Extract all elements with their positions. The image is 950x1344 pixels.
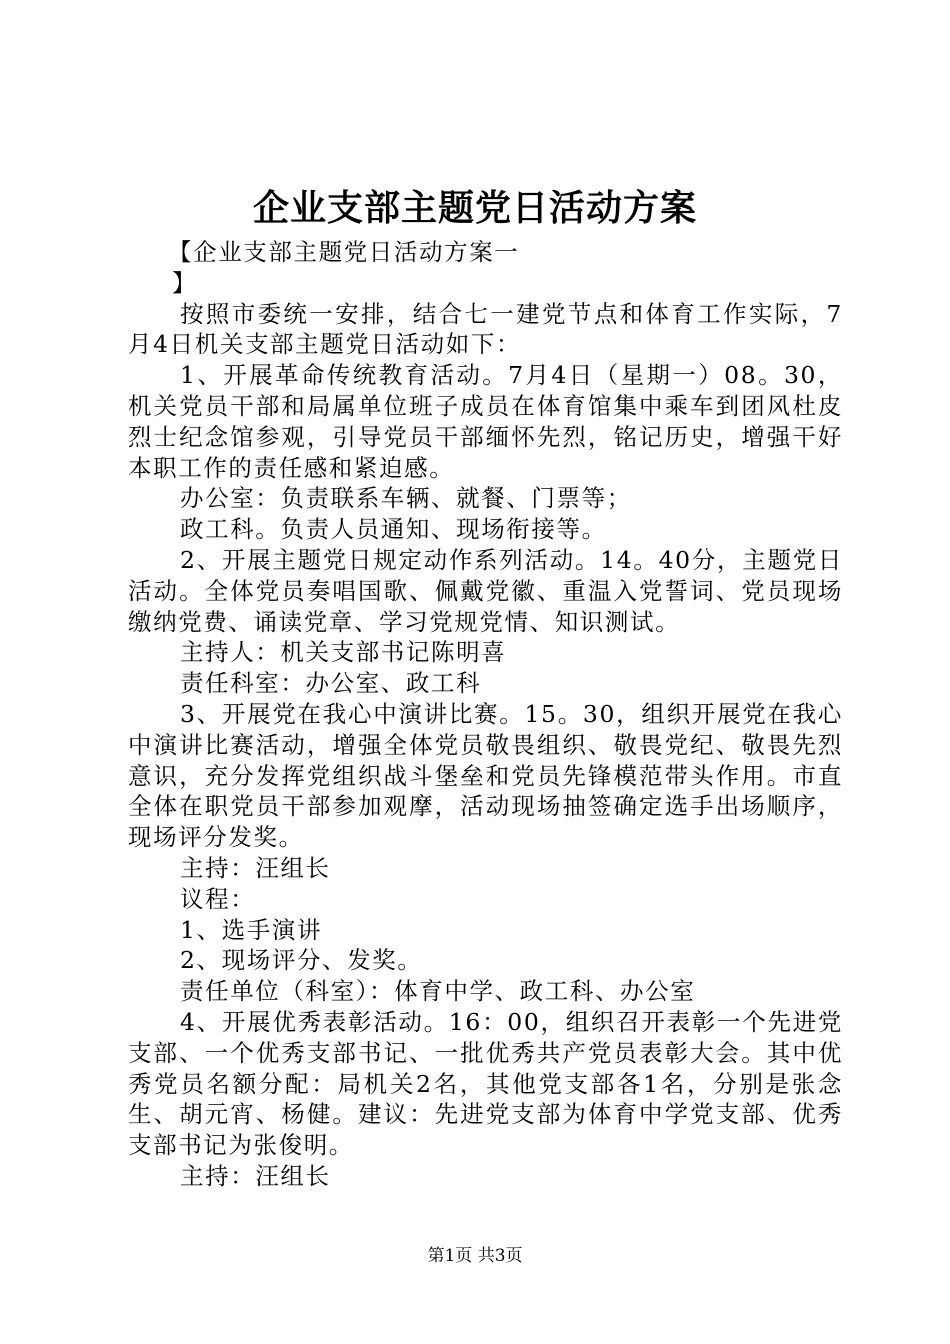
agenda-item: 1、选手演讲 — [180, 915, 323, 944]
subtitle-closing-bracket: 】 — [172, 268, 198, 297]
document-body — [128, 237, 843, 1192]
agenda-heading: 议程： — [180, 884, 256, 913]
agenda-item: 2、现场评分、发奖。 — [180, 946, 423, 975]
host-line: 主持人：机关支部书记陈明喜 — [180, 638, 507, 667]
page-number-footer: 第1页 共3页 — [427, 1246, 523, 1266]
item-2-paragraph: 2、开展主题党日规定动作系列活动。14。40分，主题党日活动。全体党员奏唱国歌、佩戴党徽、重温入党誓词、党员现场缴纳党费、诵读党章、学习党规党情、知识测试。 — [128, 545, 843, 636]
intro-paragraph: 按照市委统一安排，结合七一建党节点和体育工作实际，7月4日机关支部主题党日活动如下： — [128, 299, 843, 359]
responsible-dept-line: 责任科室：办公室、政工科 — [180, 669, 482, 698]
item-3-paragraph: 3、开展党在我心中演讲比赛。15。30，组织开展党在我心中演讲比赛活动，增强全体党员敬畏组织、敬畏党纪、敬畏先烈意识，充分发挥党组织战斗堡垒和党员先锋模范带头作用。市直全体在职党员干部参加观摩，活动现场抽签确定选手出场顺序，现场评分发奖。 — [128, 699, 843, 852]
item-1-paragraph: 1、开展革命传统教育活动。7月4日（星期一）08。30，机关党员干部和局属单位班子成员在体育馆集中乘车到团风杜皮烈士纪念馆参观，引导党员干部缅怀先烈，铭记历史，增强干好本职工作的责任感和紧迫感。 — [128, 361, 843, 482]
office-duty-line: 办公室：负责联系车辆、就餐、门票等； — [180, 484, 632, 513]
responsible-unit-line: 责任单位（科室）：体育中学、政工科、办公室 — [180, 977, 696, 1006]
political-dept-duty-line: 政工科。负责人员通知、现场衔接等。 — [180, 515, 607, 544]
host-line: 主持：汪组长 — [180, 1161, 331, 1190]
document-title: 企业支部主题党日活动方案 — [252, 187, 697, 229]
item-4-paragraph: 4、开展优秀表彰活动。16：00，组织召开表彰一个先进党支部、一个优秀支部书记、一批优秀共产党员表彰大会。其中优秀党员名额分配：局机关2名，其他党支部各1名，分别是张念生、胡元宵、杨健。建议：先进党支部为体育中学党支部、优秀支部书记为张俊明。 — [128, 1007, 843, 1160]
host-line: 主持：汪组长 — [180, 853, 331, 882]
subtitle-line: 【企业支部主题党日活动方案一 — [168, 238, 520, 266]
